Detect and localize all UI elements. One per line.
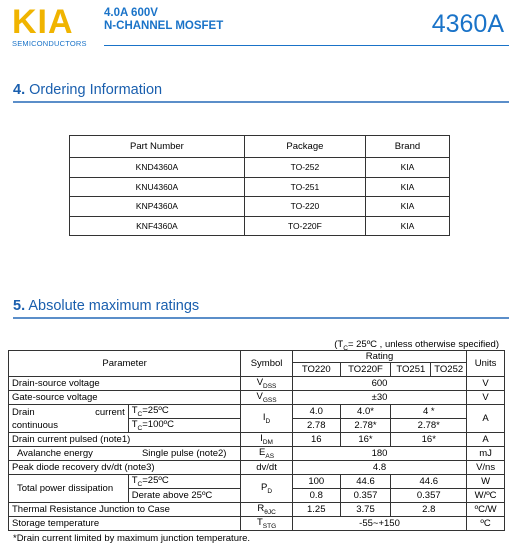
unit-cell: ºC (467, 517, 505, 531)
cell-package: TO-220F (244, 216, 365, 236)
spec-rating: 4.0A 600V (104, 7, 158, 19)
value-cell: 180 (292, 447, 466, 461)
header-package: TO220F (340, 363, 391, 377)
param-label: Thermal Resistance Junction to Case (9, 503, 241, 517)
condition-cell: Derate above 25ºC (128, 489, 240, 503)
value-cell: 2.78* (391, 419, 467, 433)
value-cell: 0.357 (391, 489, 467, 503)
param-label: Gate-source voltage (9, 391, 241, 405)
param-label: Peak diode recovery dv/dt (note3) (9, 461, 241, 475)
cell-package: TO-251 (244, 177, 365, 197)
header-package: TO220 (292, 363, 340, 377)
unit-cell: V/ns (467, 461, 505, 475)
value-cell: 0.8 (292, 489, 340, 503)
param-label: Total power dissipation (9, 475, 129, 503)
param-label: Drain current pulsed (note1) (9, 433, 241, 447)
cell-part: KNU4360A (70, 177, 245, 197)
table-row (9, 377, 505, 391)
value-cell: -55~+150 (292, 517, 466, 531)
header-rating: Rating (292, 351, 466, 363)
cell-brand: KIA (365, 177, 449, 197)
header-units: Units (467, 351, 505, 377)
symbol-cell: $R_{\theta JC}$ (241, 503, 293, 517)
value-cell: 0.357 (340, 489, 391, 503)
table-row (9, 461, 505, 475)
table-row (9, 475, 505, 489)
cell-brand: KIA (365, 216, 449, 236)
value-cell: 44.6 (391, 475, 467, 489)
header-package: TO252 (431, 363, 467, 377)
part-number: 4360A (431, 10, 504, 38)
value-cell: 2.78 (292, 419, 340, 433)
header-brand: Brand (365, 136, 449, 158)
table-row (70, 216, 450, 236)
logo-subtitle: SEMICONDUCTORS (12, 39, 87, 48)
symbol-cell: $V_{GSS}$ (241, 391, 293, 405)
unit-cell: W (467, 475, 505, 489)
value-cell: 16* (391, 433, 467, 447)
table-row (70, 197, 450, 217)
header-package: TO251 (391, 363, 431, 377)
section-label: Absolute maximum ratings (28, 298, 200, 314)
header-part-number: Part Number (70, 136, 245, 158)
symbol-cell: dv/dt (241, 461, 293, 475)
cell-package: TO-252 (244, 158, 365, 178)
value-cell: 3.75 (340, 503, 391, 517)
value-cell: 44.6 (340, 475, 391, 489)
table-row (9, 433, 505, 447)
unit-cell: ºC/W (467, 503, 505, 517)
unit-cell: A (467, 433, 505, 447)
value-cell: 4.0 (292, 405, 340, 419)
value-cell: 4.0* (340, 405, 391, 419)
ordering-section-title (13, 82, 162, 98)
symbol-cell: $P_D$ (241, 475, 293, 503)
section-divider (13, 101, 509, 103)
value-cell: 4.8 (292, 461, 466, 475)
ratings-table (8, 350, 505, 531)
symbol-cell: $T_{STG}$ (241, 517, 293, 531)
section-divider (13, 317, 509, 319)
header-symbol: Symbol (241, 351, 293, 377)
ratings-section-title (13, 298, 199, 314)
param-label: Drain-source voltage (9, 377, 241, 391)
symbol-cell: $V_{DSS}$ (241, 377, 293, 391)
unit-cell: A (467, 405, 505, 433)
section-number: 4. (13, 82, 26, 98)
param-label: Drain current continuous (9, 405, 129, 433)
value-cell: 16* (340, 433, 391, 447)
device-spec (104, 7, 223, 32)
header-parameter: Parameter (9, 351, 241, 377)
cell-package: TO-220 (244, 197, 365, 217)
value-cell: 100 (292, 475, 340, 489)
condition-cell: Single pulse (note2) (128, 447, 240, 461)
section-label: Ordering Information (29, 82, 163, 98)
section-number: 5. (13, 298, 26, 314)
condition-cell: $T_C=25ºC$ (128, 405, 240, 419)
spec-type: N-CHANNEL MOSFET (104, 19, 224, 32)
table-row (9, 405, 505, 419)
value-cell: 2.8 (391, 503, 467, 517)
symbol-cell: $I_{DM}$ (241, 433, 293, 447)
table-row (9, 391, 505, 405)
unit-cell: V (467, 391, 505, 405)
footnote: *Drain current limited by maximum junction temperature. (13, 533, 251, 544)
condition-cell: $T_C=25ºC$ (128, 475, 240, 489)
value-cell: 1.25 (292, 503, 340, 517)
cell-part: KNP4360A (70, 197, 245, 217)
unit-cell: V (467, 377, 505, 391)
cell-part: KND4360A (70, 158, 245, 178)
test-condition: ($T_C=$ 25ºC , unless otherwise specified) (334, 339, 499, 352)
symbol-cell: $I_D$ (241, 405, 293, 433)
param-label: Storage temperature (9, 517, 241, 531)
table-row (9, 503, 505, 517)
cell-part: KNF4360A (70, 216, 245, 236)
cell-brand: KIA (365, 158, 449, 178)
value-cell: 2.78* (340, 419, 391, 433)
table-header-row (9, 351, 505, 363)
symbol-cell: $E_{AS}$ (241, 447, 293, 461)
unit-cell: W/ºC (467, 489, 505, 503)
table-row (9, 517, 505, 531)
cell-brand: KIA (365, 197, 449, 217)
value-cell: ±30 (292, 391, 466, 405)
value-cell: 16 (292, 433, 340, 447)
value-cell: 600 (292, 377, 466, 391)
logo-text: KIA (12, 3, 74, 41)
kia-logo (12, 4, 92, 48)
table-header-row (70, 136, 450, 158)
datasheet-header (0, 0, 521, 60)
header-divider (104, 45, 509, 46)
header-package: Package (244, 136, 365, 158)
table-row (70, 158, 450, 178)
table-row (70, 177, 450, 197)
ordering-table (69, 135, 450, 236)
unit-cell: mJ (467, 447, 505, 461)
table-row (9, 447, 505, 461)
condition-cell: $T_C=100ºC$ (128, 419, 240, 433)
value-cell: 4 * (391, 405, 467, 419)
param-label: Avalanche energy (9, 447, 129, 461)
